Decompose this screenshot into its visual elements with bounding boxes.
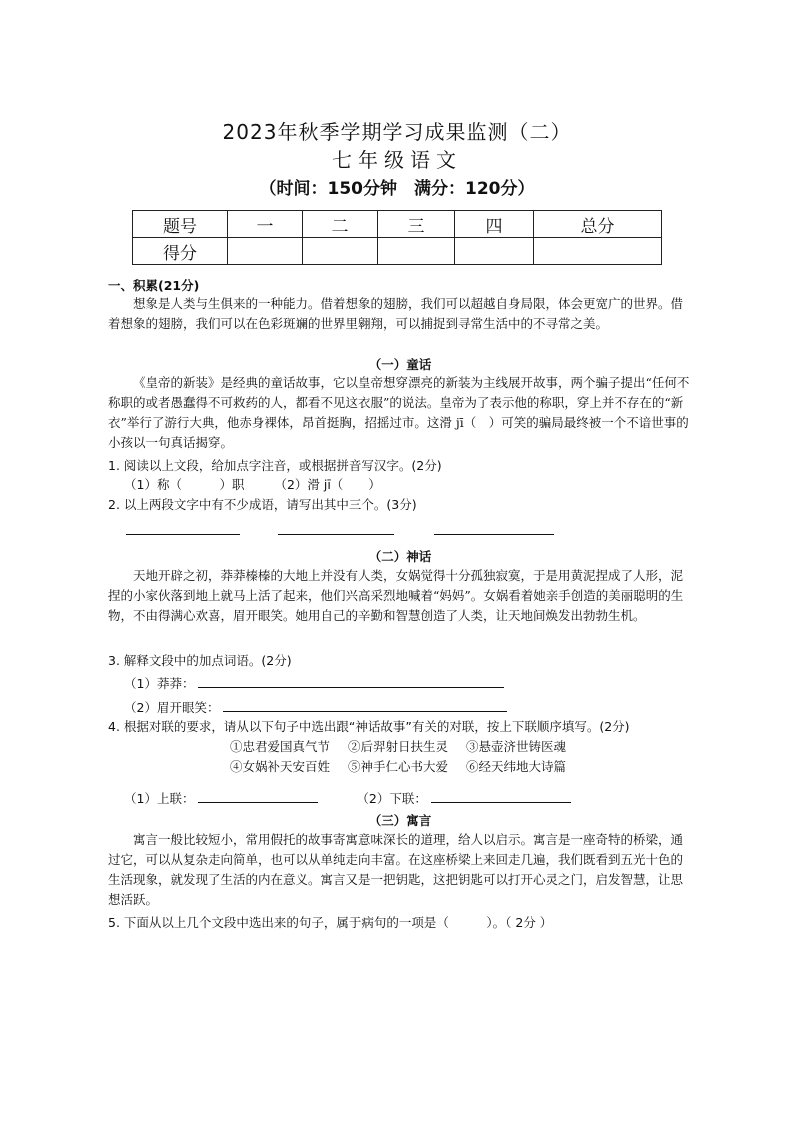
option-item: ①忠君爱国真气节 bbox=[230, 739, 331, 754]
score-table bbox=[132, 210, 662, 265]
question-4b-label: （2）下联： bbox=[356, 791, 427, 806]
answer-blank[interactable] bbox=[126, 520, 240, 535]
score-input-cell[interactable] bbox=[378, 238, 455, 265]
question-1b[interactable]: （2）滑 jī（ ） bbox=[274, 477, 381, 492]
question-1-items bbox=[124, 475, 708, 493]
part1-passage: 《皇帝的新装》是经典的童话故事，它以皇帝想穿漂亮的新装为主线展开故事，两个骗子提出“任何不称职的或者愚蠢得不可救药的人，都看不见这衣服”的说法。皇帝为了表示他的称职，穿上并不存在的“新衣”举行了游行大典，他赤身裸体，昂首挺胸，招摇过市。这滑 jī（ ）可笑的骗局最终被一个不谙世事的小孩以一句真话揭穿。 bbox=[108, 375, 690, 450]
score-cell: 四 bbox=[455, 211, 534, 238]
option-item: ④女娲补天安百姓 bbox=[230, 759, 331, 774]
question-4-answers bbox=[124, 788, 708, 807]
score-cell: 得分 bbox=[133, 238, 228, 265]
score-table-score-row bbox=[133, 238, 662, 265]
score-cell: 总分 bbox=[534, 211, 662, 238]
option-row-2 bbox=[230, 757, 630, 775]
question-1: 1. 阅读以上文段，给加点字注音，或根据拼音写汉字。(2分) bbox=[108, 458, 442, 473]
part3-heading: （三）寓言 bbox=[368, 813, 432, 828]
part1-heading: （一）童话 bbox=[368, 357, 432, 372]
question-2-answers bbox=[126, 520, 710, 538]
answer-blank[interactable] bbox=[434, 520, 554, 535]
score-input-cell[interactable] bbox=[534, 238, 662, 265]
part3-passage: 寓言一般比较短小，常用假托的故事寄寓意味深长的道理，给人以启示。寓言是一座奇特的桥梁，通过它，可以从复杂走向简单，也可以从单纯走向丰富。在这座桥梁上来回走几遍，我们既看到五光十色的生活现象，就发现了生活的内在意义。寓言又是一把钥匙，这把钥匙可以打开心灵之门，启发智慧，让思想活跃。 bbox=[108, 832, 684, 907]
answer-blank[interactable] bbox=[198, 788, 318, 803]
score-cell: 题号 bbox=[133, 211, 228, 238]
exam-title: 2023年秋季学期学习成果监测（二） bbox=[222, 120, 572, 144]
answer-blank[interactable] bbox=[431, 788, 571, 803]
score-cell: 三 bbox=[378, 211, 455, 238]
exam-subtitle: 七年级语文 bbox=[332, 148, 462, 172]
question-3a-label: （1）莽莽： bbox=[124, 676, 195, 691]
exam-meta: （时间：150分钟 满分：120分） bbox=[259, 179, 535, 199]
option-item: ②后羿射日扶生灵 bbox=[347, 739, 448, 754]
score-input-cell[interactable] bbox=[303, 238, 378, 265]
answer-blank[interactable] bbox=[223, 697, 507, 712]
question-5: 5. 下面从以上几个文段中选出来的句子，属于病句的一项是（ ）。（ 2分 ） bbox=[108, 915, 553, 930]
score-cell: 一 bbox=[228, 211, 303, 238]
question-3b-label: （2）眉开眼笑： bbox=[124, 700, 220, 715]
question-3: 3. 解释文段中的加点词语。(2分) bbox=[108, 653, 292, 668]
score-input-cell[interactable] bbox=[228, 238, 303, 265]
option-item: ③悬壶济世铸医魂 bbox=[465, 739, 566, 754]
question-3a-row bbox=[124, 673, 708, 692]
part2-passage: 天地开辟之初，莽莽榛榛的大地上并没有人类，女娲觉得十分孤独寂寞，于是用黄泥捏成了人形，泥捏的小家伙落到地上就马上活了起来，他们兴高采烈地喊着“妈妈”。女娲看着她亲手创造的美丽聪明的生物，不由得满心欢喜，眉开眼笑。她用自己的辛勤和智慧创造了人类，让天地间焕发出勃勃生机。 bbox=[108, 568, 684, 623]
option-item: ⑥经天纬地大诗篇 bbox=[465, 759, 566, 774]
question-2: 2. 以上两段文字中有不少成语，请写出其中三个。(3分) bbox=[108, 497, 417, 512]
question-4: 4. 根据对联的要求，请从以下句子中选出跟“神话故事”有关的对联，按上下联顺序填写。(2分) bbox=[108, 719, 630, 734]
option-row-1 bbox=[230, 737, 630, 755]
option-item: ⑤神手仁心书大爱 bbox=[347, 759, 448, 774]
score-input-cell[interactable] bbox=[455, 238, 534, 265]
score-cell: 二 bbox=[303, 211, 378, 238]
answer-blank[interactable] bbox=[198, 673, 504, 688]
part2-heading: （二）神话 bbox=[368, 549, 432, 564]
question-1a[interactable]: （1）称（ ）职 bbox=[124, 477, 245, 492]
answer-blank[interactable] bbox=[278, 520, 394, 535]
question-3b-row bbox=[124, 697, 708, 716]
score-table-header-row bbox=[133, 211, 662, 238]
question-4a-label: （1）上联： bbox=[124, 791, 195, 806]
section-heading: 一、积累(21分) bbox=[108, 278, 200, 293]
section-intro: 想象是人类与生俱来的一种能力。借着想象的翅膀，我们可以超越自身局限，体会更宽广的世界。借着想象的翅膀，我们可以在色彩斑斓的世界里翱翔，可以捕捉到寻常生活中的不寻常之美。 bbox=[108, 296, 684, 331]
